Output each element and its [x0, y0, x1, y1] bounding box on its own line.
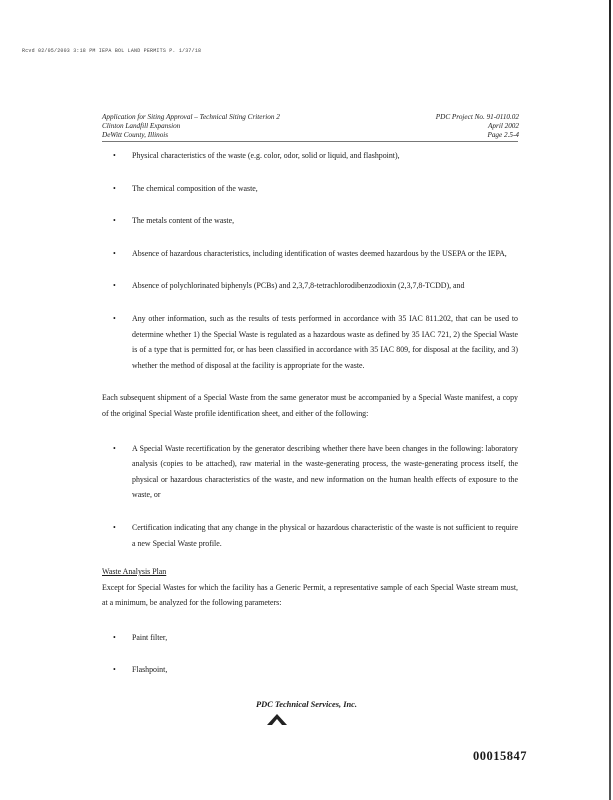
list-item: • Paint filter, — [102, 630, 518, 646]
section-paragraph: Except for Special Wastes for which the facility has a Generic Permit, a representative sample of each Special Waste stream must, at a minimum, be analyzed for the following parameters: — [102, 582, 518, 608]
list-item: • Absence of hazardous characteristics, including identification of wastes deemed hazardous by the USEPA or the IEPA, — [102, 246, 518, 262]
subsequent-shipment-paragraph: Each subsequent shipment of a Special Waste from the same generator must be accompanied by a Special Waste manifest, a copy of the original Special Waste profile identification sheet, and either of the following: — [102, 393, 518, 418]
bullet-icon: • — [113, 216, 116, 226]
header-title: Application for Siting Approval – Technical Siting Criterion 2 — [102, 113, 280, 121]
bates-number: 00015847 — [473, 749, 527, 763]
bullet-icon: • — [113, 183, 116, 193]
list-item: • Absence of polychlorinated biphenyls (PCBs) and 2,3,7,8-tetrachlorodibenzodioxin (2,3,7,8-TCDD), and — [102, 278, 518, 294]
list-item: • The metals content of the waste, — [102, 213, 518, 229]
list-item: • Certification indicating that any change in the physical or hazardous characteristic of the waste is not sufficient to require a new Special Waste profile. — [102, 520, 518, 551]
header-date: April 2002 — [488, 122, 519, 130]
list-item: • Flashpoint, — [102, 662, 518, 678]
fax-transmission-header: Rcvd 02/05/2003 3:18 PM IEPA BOL LAND PERMITS P. 1/37/18 — [22, 48, 202, 54]
section-heading: Waste Analysis Plan — [102, 567, 167, 577]
document-header-right — [436, 113, 519, 140]
bullet-icon: • — [113, 522, 116, 532]
header-page-number: Page 2.5-4 — [487, 131, 519, 139]
bullet-icon: • — [113, 313, 116, 323]
document-body — [102, 148, 518, 695]
header-project-number: PDC Project No. 91-0110.02 — [435, 113, 519, 121]
bullet-icon: • — [113, 248, 116, 258]
company-logo-icon — [266, 712, 288, 726]
scan-edge-border — [609, 0, 611, 800]
list-item: • The chemical composition of the waste, — [102, 181, 518, 197]
header-project-name: Clinton Landfill Expansion — [102, 122, 181, 130]
bullet-icon: • — [113, 632, 116, 642]
bullet-icon: • — [113, 665, 116, 675]
company-footer: PDC Technical Services, Inc. — [256, 700, 357, 709]
list-item: • Any other information, such as the results of tests performed in accordance with 35 IAC 811.202, that can be used to determine whether 1) the Special Waste is regulated as a hazardous waste as defined by 35 IAC 721, 2) the Special Waste is of a type that is permitted for, or has been classified in accordance with 35 IAC 809, for disposal at the facility, and 3) whether the method of disposal at the facility is appropriate for the waste. — [102, 311, 518, 373]
list-item: • Physical characteristics of the waste (e.g. color, odor, solid or liquid, and flashpoint), — [102, 148, 518, 164]
bullet-icon: • — [113, 443, 116, 453]
header-location: DeWitt County, Illinois — [102, 131, 169, 139]
bullet-icon: • — [113, 281, 116, 291]
document-header-left — [102, 113, 280, 140]
bullet-icon: • — [113, 151, 116, 160]
list-item: • A Special Waste recertification by the generator describing whether there have been changes in the following: laboratory analysis (copies to be attached), raw material in the waste-generating process, the waste-generating process itself, the physical or hazardous characteristics of the waste, and new information on the human health effects of exposure to the waste, or — [102, 441, 518, 503]
header-divider — [102, 141, 518, 142]
